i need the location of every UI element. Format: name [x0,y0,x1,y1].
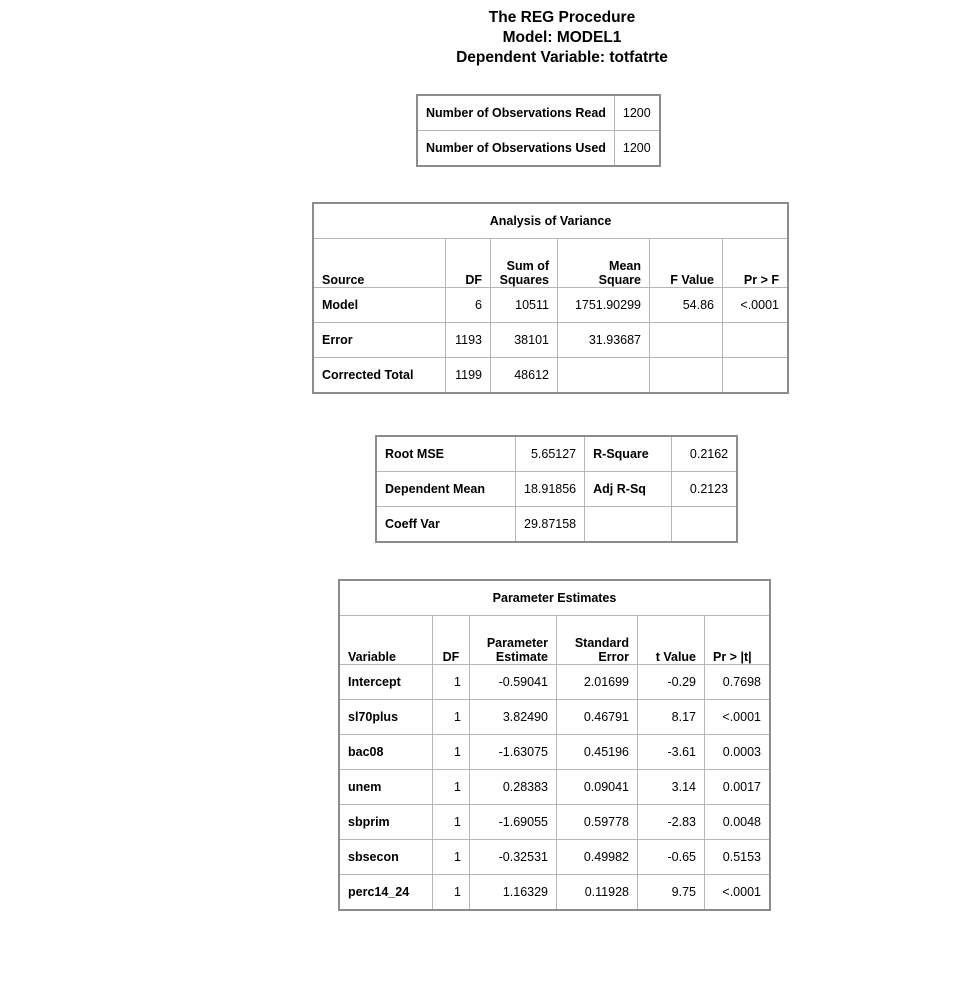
param-se: 0.45196 [557,735,638,770]
table-row [340,700,770,735]
fit-label: Root MSE [377,437,516,472]
col-pr-t: Pr > |t| [705,616,770,665]
param-variable: Intercept [340,665,433,700]
procedure-titles [0,8,966,68]
col-se-line1: Standard [574,636,629,650]
fit-value [672,507,737,542]
params-title: Parameter Estimates [340,581,770,616]
param-df: 1 [433,700,470,735]
fit-label: Dependent Mean [377,472,516,507]
anova-f [650,358,723,393]
anova-source: Corrected Total [314,358,446,393]
anova-df: 1199 [446,358,491,393]
table-row [377,472,737,507]
obs-read-label: Number of Observations Read [418,96,615,131]
param-estimate: -1.63075 [470,735,557,770]
param-estimate: -0.59041 [470,665,557,700]
table-row [377,507,737,542]
param-p: 0.0048 [705,805,770,840]
fit-label: Adj R-Sq [585,472,672,507]
anova-f [650,323,723,358]
col-ms-line1: Mean [609,259,641,273]
param-t: -3.61 [638,735,705,770]
param-t: 9.75 [638,875,705,910]
col-parameter-estimate [470,616,557,665]
col-standard-error [557,616,638,665]
table-row [340,840,770,875]
param-variable: sbsecon [340,840,433,875]
param-t: -2.83 [638,805,705,840]
fit-value: 0.2162 [672,437,737,472]
param-estimate: 3.82490 [470,700,557,735]
param-estimate: 0.28383 [470,770,557,805]
param-df: 1 [433,735,470,770]
col-sum-of-squares [491,239,558,288]
param-p: 0.0017 [705,770,770,805]
fit-value: 0.2123 [672,472,737,507]
fit-label: R-Square [585,437,672,472]
fit-value: 29.87158 [516,507,585,542]
col-f-value: F Value [650,239,723,288]
param-t: 8.17 [638,700,705,735]
col-pr-f: Pr > F [723,239,788,288]
table-row [377,437,737,472]
param-se: 2.01699 [557,665,638,700]
param-p: 0.7698 [705,665,770,700]
param-df: 1 [433,805,470,840]
col-se-line2: Error [598,650,629,664]
table-row [314,323,788,358]
obs-read-value: 1200 [614,96,659,131]
table-row [314,288,788,323]
col-ss-line2: Squares [499,273,549,287]
param-se: 0.11928 [557,875,638,910]
param-t: 3.14 [638,770,705,805]
fit-statistics-table [376,436,737,542]
table-row [340,735,770,770]
param-t: -0.65 [638,840,705,875]
param-se: 0.59778 [557,805,638,840]
table-title-row [340,581,770,616]
anova-source: Model [314,288,446,323]
anova-ss: 48612 [491,358,558,393]
table-row [418,131,660,166]
anova-p [723,358,788,393]
param-se: 0.46791 [557,700,638,735]
col-source: Source [314,239,446,288]
table-row [340,875,770,910]
param-df: 1 [433,665,470,700]
dependent-variable-title: Dependent Variable: totfatrte [456,49,668,66]
observations-table [417,95,660,166]
anova-df: 1193 [446,323,491,358]
anova-ms: 1751.90299 [558,288,650,323]
anova-f: 54.86 [650,288,723,323]
param-df: 1 [433,770,470,805]
table-row [340,665,770,700]
param-estimate: -0.32531 [470,840,557,875]
col-ss-line1: Sum of [506,259,549,273]
param-variable: bac08 [340,735,433,770]
anova-source: Error [314,323,446,358]
parameter-estimates-table [339,580,770,910]
param-estimate: 1.16329 [470,875,557,910]
table-row [340,770,770,805]
obs-used-label: Number of Observations Used [418,131,615,166]
anova-title: Analysis of Variance [314,204,788,239]
col-ms-line2: Square [598,273,641,287]
col-variable: Variable [340,616,433,665]
table-header-row [314,239,788,288]
anova-ss: 38101 [491,323,558,358]
param-se: 0.49982 [557,840,638,875]
col-t-value: t Value [638,616,705,665]
fit-label [585,507,672,542]
anova-ms: 31.93687 [558,323,650,358]
param-variable: unem [340,770,433,805]
param-p: 0.5153 [705,840,770,875]
fit-value: 5.65127 [516,437,585,472]
param-df: 1 [433,840,470,875]
anova-ss: 10511 [491,288,558,323]
fit-value: 18.91856 [516,472,585,507]
param-se: 0.09041 [557,770,638,805]
anova-table [313,203,788,393]
anova-df: 6 [446,288,491,323]
col-mean-square [558,239,650,288]
param-variable: sbprim [340,805,433,840]
param-p: <.0001 [705,875,770,910]
table-header-row [340,616,770,665]
model-title: Model: MODEL1 [502,29,622,46]
col-est-line1: Parameter [486,636,548,650]
fit-label: Coeff Var [377,507,516,542]
table-title-row [314,204,788,239]
col-est-line2: Estimate [495,650,548,664]
col-df: DF [446,239,491,288]
param-df: 1 [433,875,470,910]
table-row [314,358,788,393]
obs-used-value: 1200 [614,131,659,166]
param-p: <.0001 [705,700,770,735]
param-p: 0.0003 [705,735,770,770]
procedure-title: The REG Procedure [488,9,636,26]
anova-p [723,323,788,358]
param-estimate: -1.69055 [470,805,557,840]
table-row [340,805,770,840]
col-df: DF [433,616,470,665]
anova-p: <.0001 [723,288,788,323]
table-row [418,96,660,131]
anova-ms [558,358,650,393]
param-variable: sl70plus [340,700,433,735]
param-variable: perc14_24 [340,875,433,910]
param-t: -0.29 [638,665,705,700]
